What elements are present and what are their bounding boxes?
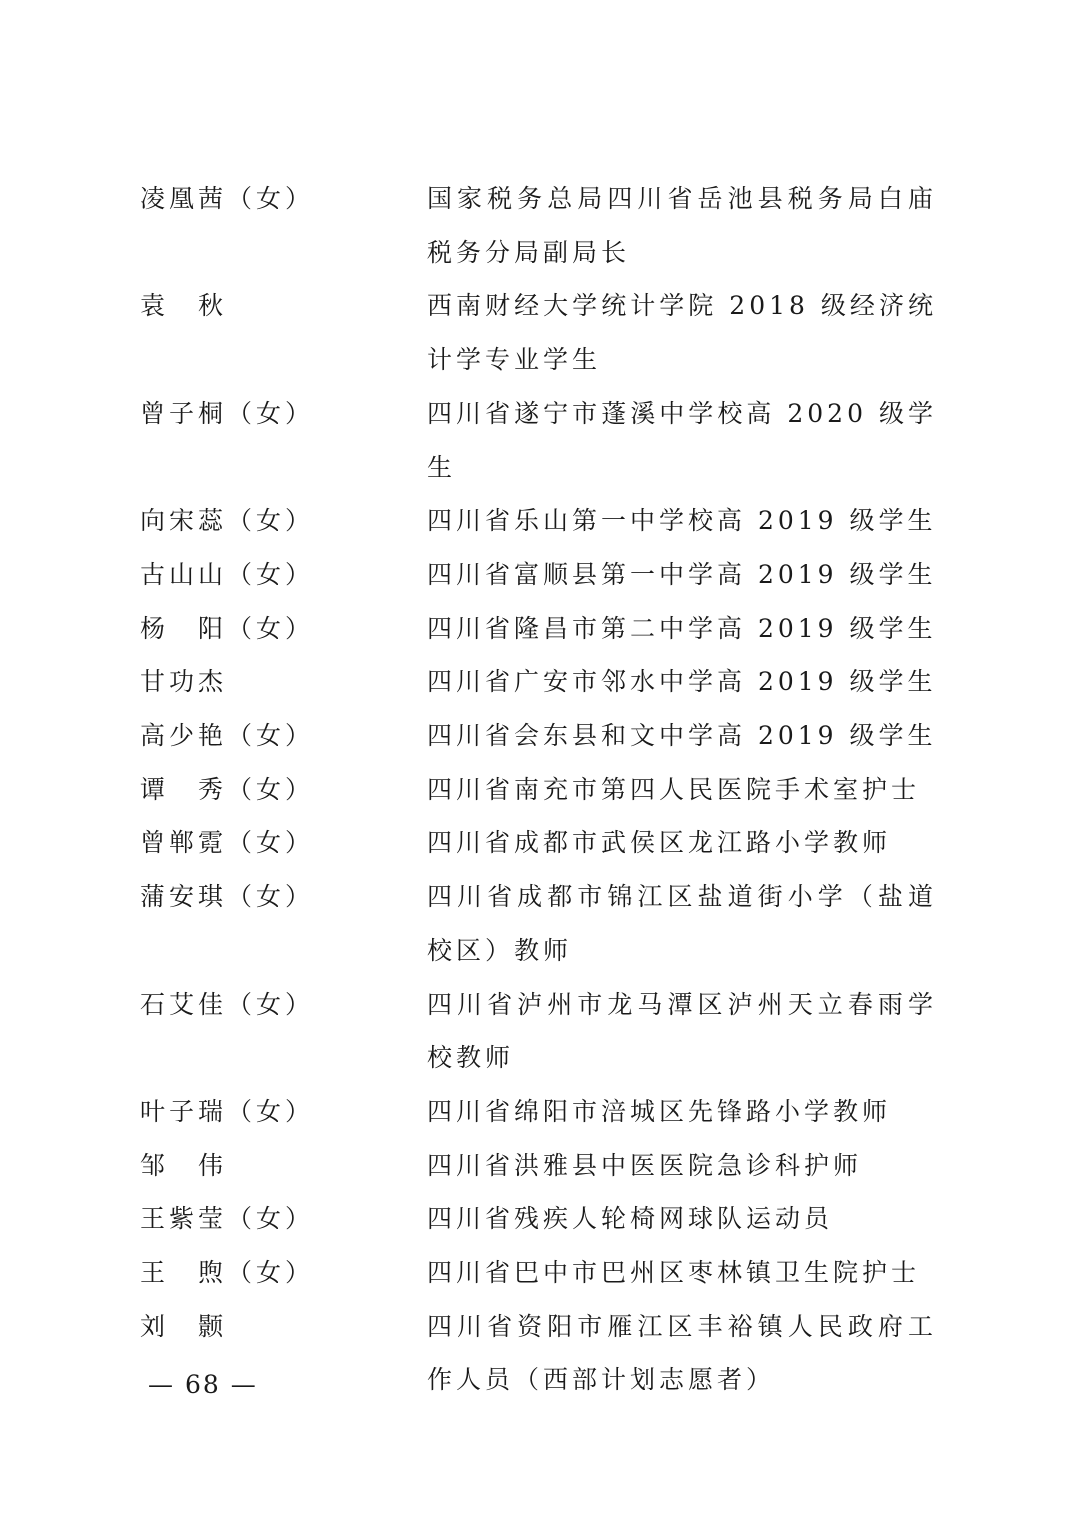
person-name: 叶子瑞（女） — [140, 1096, 315, 1126]
person-affiliation: 四川省绵阳市涪城区先锋路小学教师 — [427, 1096, 892, 1126]
person-affiliation: 国家税务总局四川省岳池县税务局白庙税务分局副局长 — [427, 184, 937, 267]
person-affiliation: 四川省富顺县第一中学高 2019 级学生 — [427, 559, 937, 589]
list-item — [140, 978, 940, 1085]
list-item — [140, 387, 940, 494]
list-item — [140, 279, 940, 386]
list-item — [140, 763, 940, 817]
list-item — [140, 1192, 940, 1246]
person-name: 古山山（女） — [140, 559, 315, 589]
person-affiliation: 四川省隆昌市第二中学高 2019 级学生 — [427, 613, 937, 643]
person-affiliation: 西南财经大学统计学院 2018 级经济统计学专业学生 — [427, 291, 937, 375]
person-name: 高少艳（女） — [140, 721, 315, 751]
person-name: 曾郸霓（女） — [140, 828, 315, 858]
list-item — [140, 602, 940, 656]
person-name: 曾子桐（女） — [140, 398, 315, 428]
person-affiliation: 四川省洪雅县中医医院急诊科护师 — [427, 1150, 863, 1180]
person-name: 刘 颢 — [140, 1311, 228, 1341]
name-list — [140, 172, 940, 1407]
person-affiliation: 四川省乐山第一中学校高 2019 级学生 — [427, 506, 937, 536]
person-affiliation: 四川省广安市邻水中学高 2019 级学生 — [427, 667, 937, 697]
person-name: 邹 伟 — [140, 1150, 228, 1180]
person-name: 凌凰茜（女） — [140, 184, 315, 213]
person-name: 王 煦（女） — [140, 1258, 315, 1288]
person-affiliation: 四川省残疾人轮椅网球队运动员 — [427, 1204, 834, 1234]
person-name: 王紫莹（女） — [140, 1204, 315, 1234]
page-number: — 68 — — [148, 1370, 258, 1399]
list-item — [140, 548, 940, 602]
person-affiliation: 四川省遂宁市蓬溪中学校高 2020 级学生 — [427, 398, 937, 482]
list-item — [140, 709, 940, 763]
list-item — [140, 1139, 940, 1193]
person-name: 蒲安琪（女） — [140, 882, 315, 912]
person-name: 杨 阳（女） — [140, 613, 315, 643]
list-item — [140, 1246, 940, 1300]
list-item — [140, 172, 940, 279]
person-name: 向宋蕊（女） — [140, 506, 315, 536]
person-affiliation: 四川省泸州市龙马潭区泸州天立春雨学校教师 — [427, 989, 937, 1073]
person-affiliation: 四川省南充市第四人民医院手术室护士 — [427, 774, 921, 804]
person-affiliation: 四川省成都市武侯区龙江路小学教师 — [427, 828, 892, 858]
person-affiliation: 四川省巴中市巴州区枣林镇卫生院护士 — [427, 1258, 921, 1288]
list-item — [140, 494, 940, 548]
person-affiliation: 四川省成都市锦江区盐道街小学（盐道校区）教师 — [427, 882, 937, 965]
person-affiliation: 四川省会东县和文中学高 2019 级学生 — [427, 721, 937, 751]
list-item — [140, 870, 940, 977]
person-name: 甘功杰 — [140, 667, 228, 697]
list-item — [140, 1300, 940, 1407]
person-name: 石艾佳（女） — [140, 989, 315, 1019]
person-affiliation: 四川省资阳市雁江区丰裕镇人民政府工作人员（西部计划志愿者） — [427, 1311, 937, 1395]
list-item — [140, 1085, 940, 1139]
list-item — [140, 816, 940, 870]
person-name: 袁 秋 — [140, 291, 228, 321]
list-item — [140, 655, 940, 709]
person-name: 谭 秀（女） — [140, 774, 315, 804]
